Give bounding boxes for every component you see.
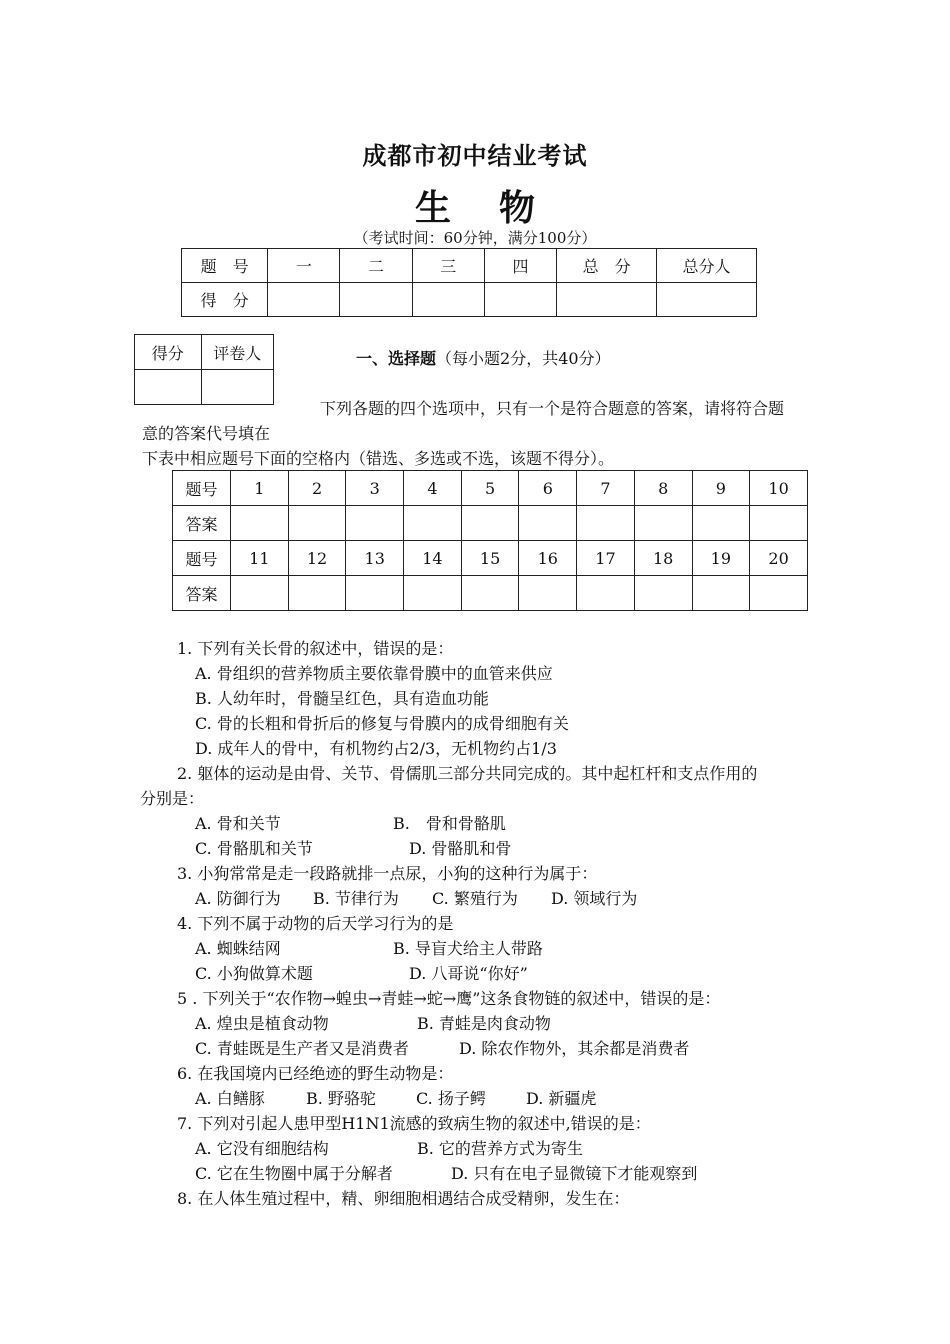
score-cell[interactable]: [657, 283, 757, 317]
score-header-cell: 题 号: [182, 249, 268, 283]
question-7: 7. 下列对引起人患甲型H1N1流感的致病生物的叙述中,错误的是：: [177, 1114, 651, 1133]
question-2: 2. 躯体的运动是由骨、关节、骨儒肌三部分共同完成的。其中起杠杆和支点作用的: [177, 764, 758, 783]
answer-cell[interactable]: [519, 576, 577, 611]
score-cell[interactable]: [484, 283, 556, 317]
answer-row-label: 题号: [173, 471, 231, 506]
instruction-line-2: 意的答案代号填在: [142, 424, 271, 443]
answer-cell[interactable]: [519, 506, 577, 541]
answer-number-row: [173, 541, 808, 576]
option-row: [140, 1011, 820, 1036]
instruction-line-1: 下列各题的四个选项中，只有一个是符合题意的答案，请将符合题: [320, 399, 785, 418]
answer-input-row: [173, 506, 808, 541]
option-4b: B. 导盲犬给主人带路: [393, 939, 543, 958]
question-number: 6: [519, 471, 577, 506]
section-heading: [356, 346, 611, 369]
option-row: [140, 1136, 820, 1161]
option-3b: B. 节律行为: [313, 889, 399, 908]
answer-cell[interactable]: [692, 506, 750, 541]
answer-cell[interactable]: [404, 506, 462, 541]
answer-number-row: [173, 471, 808, 506]
question-number: 20: [750, 541, 808, 576]
question-2-continued: 分别是：: [140, 789, 205, 808]
question-number: 1: [231, 471, 289, 506]
answer-cell[interactable]: [634, 576, 692, 611]
question-number: 5: [461, 471, 519, 506]
grader-score-cell[interactable]: [135, 370, 202, 405]
answer-row-label: 题号: [173, 541, 231, 576]
score-header-cell: 总分人: [657, 249, 757, 283]
option-row: [140, 961, 820, 986]
answer-cell[interactable]: [461, 506, 519, 541]
option-row: [140, 836, 820, 861]
option-4d: D. 八哥说“你好”: [409, 964, 528, 983]
option-1d: D. 成年人的骨中，有机物约占2/3，无机物约占1/3: [195, 739, 557, 758]
option-7c: C. 它在生物圈中属于分解者: [195, 1164, 393, 1183]
answer-table: [172, 470, 808, 611]
option-row: [140, 1036, 820, 1061]
section-title: 一、选择题: [356, 349, 437, 368]
answer-cell[interactable]: [404, 576, 462, 611]
option-row: [140, 936, 820, 961]
question-number: 19: [692, 541, 750, 576]
answer-cell[interactable]: [577, 506, 635, 541]
question-number: 18: [634, 541, 692, 576]
option-row: [140, 811, 820, 836]
option-5c: C. 青蛙既是生产者又是消费者: [195, 1039, 409, 1058]
option-1a: A. 骨组织的营养物质主要依靠骨膜中的血管来供应: [195, 664, 553, 683]
option-4c: C. 小狗做算术题: [195, 964, 313, 983]
exam-title: 成都市初中结业考试: [362, 141, 588, 170]
answer-cell[interactable]: [346, 576, 404, 611]
option-6a: A. 白鳝豚: [195, 1089, 265, 1108]
answer-cell[interactable]: [634, 506, 692, 541]
question-number: 4: [404, 471, 462, 506]
option-2c: C. 骨骼肌和关节: [195, 839, 313, 858]
question-number: 7: [577, 471, 635, 506]
question-number: 11: [231, 541, 289, 576]
question-6: 6. 在我国境内已经绝迹的野生动物是：: [177, 1064, 454, 1083]
option-1b: B. 人幼年时，骨髓呈红色，具有造血功能: [195, 689, 489, 708]
score-cell[interactable]: [268, 283, 340, 317]
option-row: [140, 1086, 820, 1111]
question-number: 8: [634, 471, 692, 506]
option-5b: B. 青蛙是肉食动物: [417, 1014, 551, 1033]
grader-name-cell[interactable]: [201, 370, 273, 405]
section-note: （每小题2分，共40分）: [436, 349, 611, 368]
option-2b: B. 骨和骨骼肌: [393, 814, 506, 833]
answer-cell[interactable]: [346, 506, 404, 541]
answer-cell[interactable]: [288, 506, 346, 541]
option-6c: C. 扬子鳄: [416, 1089, 486, 1108]
question-3: 3. 小狗常常是走一段路就排一点尿，小狗的这种行为属于：: [177, 864, 598, 883]
option-3d: D. 领域行为: [551, 889, 638, 908]
score-cell[interactable]: [412, 283, 484, 317]
answer-row-label: 答案: [173, 506, 231, 541]
answer-cell[interactable]: [750, 506, 808, 541]
option-2a: A. 骨和关节: [195, 814, 281, 833]
question-number: 15: [461, 541, 519, 576]
score-header-cell: 总 分: [557, 249, 657, 283]
question-number: 12: [288, 541, 346, 576]
grader-name-label: 评卷人: [201, 335, 273, 370]
question-8: 8. 在人体生殖过程中，精、卵细胞相遇结合成受精卵，发生在：: [177, 1189, 630, 1208]
score-header-cell: 四: [484, 249, 556, 283]
answer-cell[interactable]: [288, 576, 346, 611]
score-table-score-row: [182, 283, 757, 317]
score-cell[interactable]: [340, 283, 412, 317]
question-list: [140, 636, 820, 1211]
score-table: [181, 248, 757, 317]
answer-row-label: 答案: [173, 576, 231, 611]
score-row-label: 得 分: [182, 283, 268, 317]
option-5a: A. 煌虫是植食动物: [195, 1014, 329, 1033]
question-number: 17: [577, 541, 635, 576]
option-7a: A. 它没有细胞结构: [195, 1139, 329, 1158]
score-header-cell: 二: [340, 249, 412, 283]
question-number: 3: [346, 471, 404, 506]
option-row: [140, 886, 820, 911]
exam-info: （考试时间：60分钟，满分100分）: [353, 229, 597, 247]
score-cell[interactable]: [557, 283, 657, 317]
question-number: 9: [692, 471, 750, 506]
option-7b: B. 它的营养方式为寄生: [417, 1139, 583, 1158]
instruction-line-3: 下表中相应题号下面的空格内（错选、多选或不选，该题不得分）。: [142, 449, 615, 468]
question-number: 16: [519, 541, 577, 576]
option-row: [140, 1161, 820, 1186]
option-7d: D. 只有在电子显微镜下才能观察到: [451, 1164, 698, 1183]
grader-table: [134, 334, 274, 405]
score-table-header-row: [182, 249, 757, 283]
score-header-cell: 一: [268, 249, 340, 283]
option-1c: C. 骨的长粗和骨折后的修复与骨膜内的成骨细胞有关: [195, 714, 569, 733]
answer-cell[interactable]: [231, 506, 289, 541]
option-6d: D. 新疆虎: [526, 1089, 597, 1108]
subject-title: 生物: [414, 187, 583, 229]
option-3a: A. 防御行为: [195, 889, 281, 908]
question-number: 13: [346, 541, 404, 576]
answer-cell[interactable]: [692, 576, 750, 611]
answer-input-row: [173, 576, 808, 611]
question-1: 1. 下列有关长骨的叙述中，错误的是：: [177, 639, 454, 658]
question-number: 10: [750, 471, 808, 506]
option-4a: A. 蜘蛛结网: [195, 939, 281, 958]
question-5: 5 . 下列关于“农作物→蝗虫→青蛙→蛇→鹰”这条食物链的叙述中，错误的是：: [177, 989, 721, 1008]
score-header-cell: 三: [412, 249, 484, 283]
option-3c: C. 繁殖行为: [432, 889, 518, 908]
grader-score-label: 得分: [135, 335, 202, 370]
answer-cell[interactable]: [231, 576, 289, 611]
option-5d: D. 除农作物外，其余都是消费者: [459, 1039, 690, 1058]
option-6b: B. 野骆驼: [306, 1089, 376, 1108]
question-number: 14: [404, 541, 462, 576]
answer-cell[interactable]: [461, 576, 519, 611]
answer-cell[interactable]: [750, 576, 808, 611]
answer-cell[interactable]: [577, 576, 635, 611]
option-2d: D. 骨骼肌和骨: [409, 839, 512, 858]
question-number: 2: [288, 471, 346, 506]
question-4: 4. 下列不属于动物的后天学习行为的是: [177, 914, 454, 933]
